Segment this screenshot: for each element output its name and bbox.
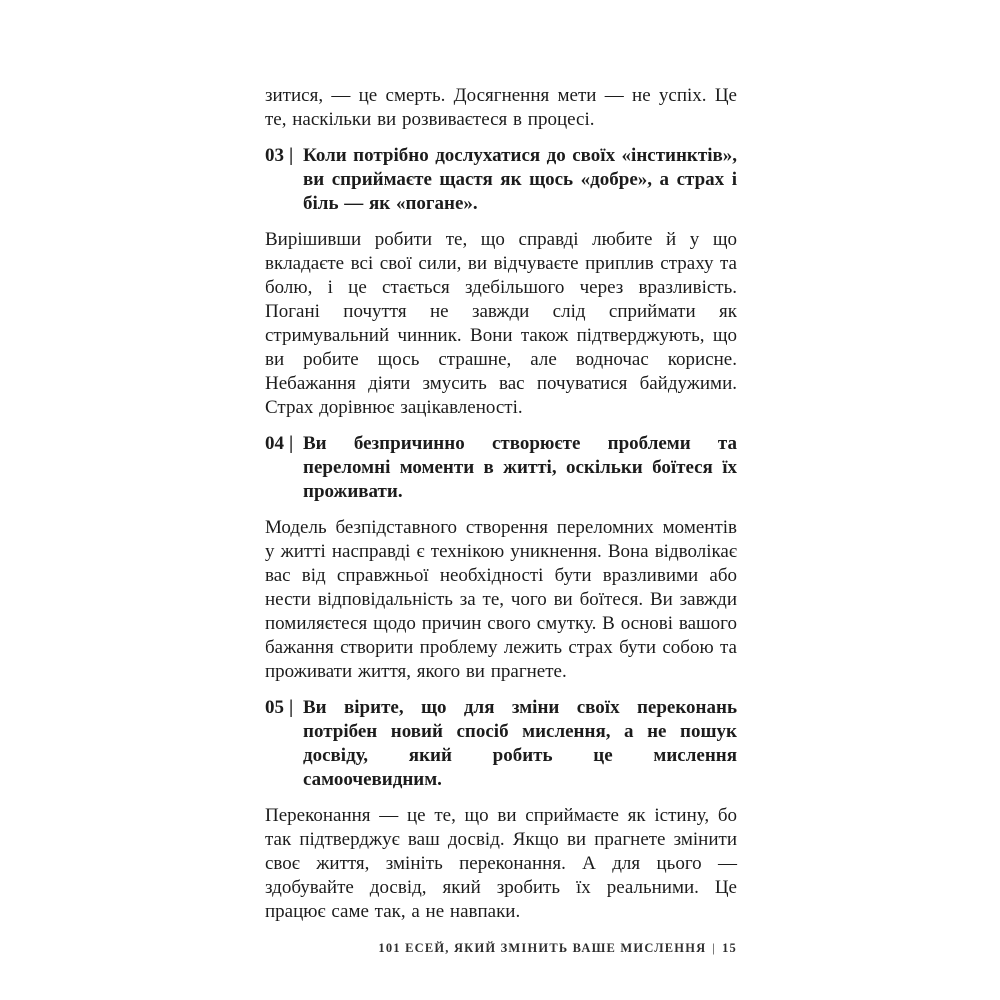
text-column xyxy=(265,84,737,936)
essay-heading-03 xyxy=(265,144,737,216)
paragraph: Модель безпідставного створення переломних моментів у житті насправді є технікою уникнення. Вона відволікає вас від справжньої необхідності бути вразливими або нести відповідальність за те, чого ви боїтеся. Ви завжди помиляєтеся щодо причин свого смутку. В основі вашого бажання створити проблему лежить страх бути собою та проживати життя, якого ви прагнете. xyxy=(265,517,737,682)
number-separator: | xyxy=(289,145,294,166)
essay-heading-text: Коли потрібно дослухатися до своїх «інстинктів», ви сприймаєте щастя як щось «добре», а страх і біль — як «погане». xyxy=(303,145,737,214)
essay-number: 05 xyxy=(265,697,284,718)
essay-number: 03 xyxy=(265,145,284,166)
number-separator: | xyxy=(289,433,294,454)
paragraph-continuation: зитися, — це смерть. Досягнення мети — не успіх. Це те, наскільки ви розвиваєтеся в процесі. xyxy=(265,85,737,130)
paragraph: Вирішивши робити те, що справді любите й у що вкладаєте всі свої сили, ви відчуваєте приплив страху та болю, і це стається здебільшого через вразливість. Погані почуття не завжди слід сприймати як стримувальний чинник. Вони також підтверджують, що ви робите щось страшне, але водночас корисне. Небажання діяти змусить вас почуватися байдужими. Страх дорівнює зацікавленості. xyxy=(265,229,737,418)
page-number: 15 xyxy=(722,941,737,955)
running-title: 101 ЕСЕЙ, ЯКИЙ ЗМІНИТЬ ВАШЕ МИСЛЕННЯ xyxy=(378,941,707,955)
essay-number-03 xyxy=(265,144,303,216)
essay-number-04 xyxy=(265,432,303,504)
essay-heading-text: Ви безпричинно створюєте проблеми та переломні моменти в житті, оскільки боїтеся їх проживати. xyxy=(303,433,737,502)
page-footer xyxy=(265,941,737,956)
essay-heading-text: Ви вірите, що для зміни своїх переконань потрібен новий спосіб мислення, а не пошук досвіду, який робить це мислення самоочевидним. xyxy=(303,697,737,790)
essay-heading-04 xyxy=(265,432,737,504)
paragraph: Переконання — це те, що ви сприймаєте як істину, бо так підтверджує ваш досвід. Якщо ви прагнете змінити своє життя, змініть переконання. А для цього — здобувайте досвід, який зробить їх реальними. Це працює саме так, а не навпаки. xyxy=(265,805,737,922)
essay-number: 04 xyxy=(265,433,284,454)
footer-separator: | xyxy=(712,941,717,955)
essay-number-05 xyxy=(265,696,303,792)
essay-heading-05 xyxy=(265,696,737,792)
number-separator: | xyxy=(289,697,294,718)
